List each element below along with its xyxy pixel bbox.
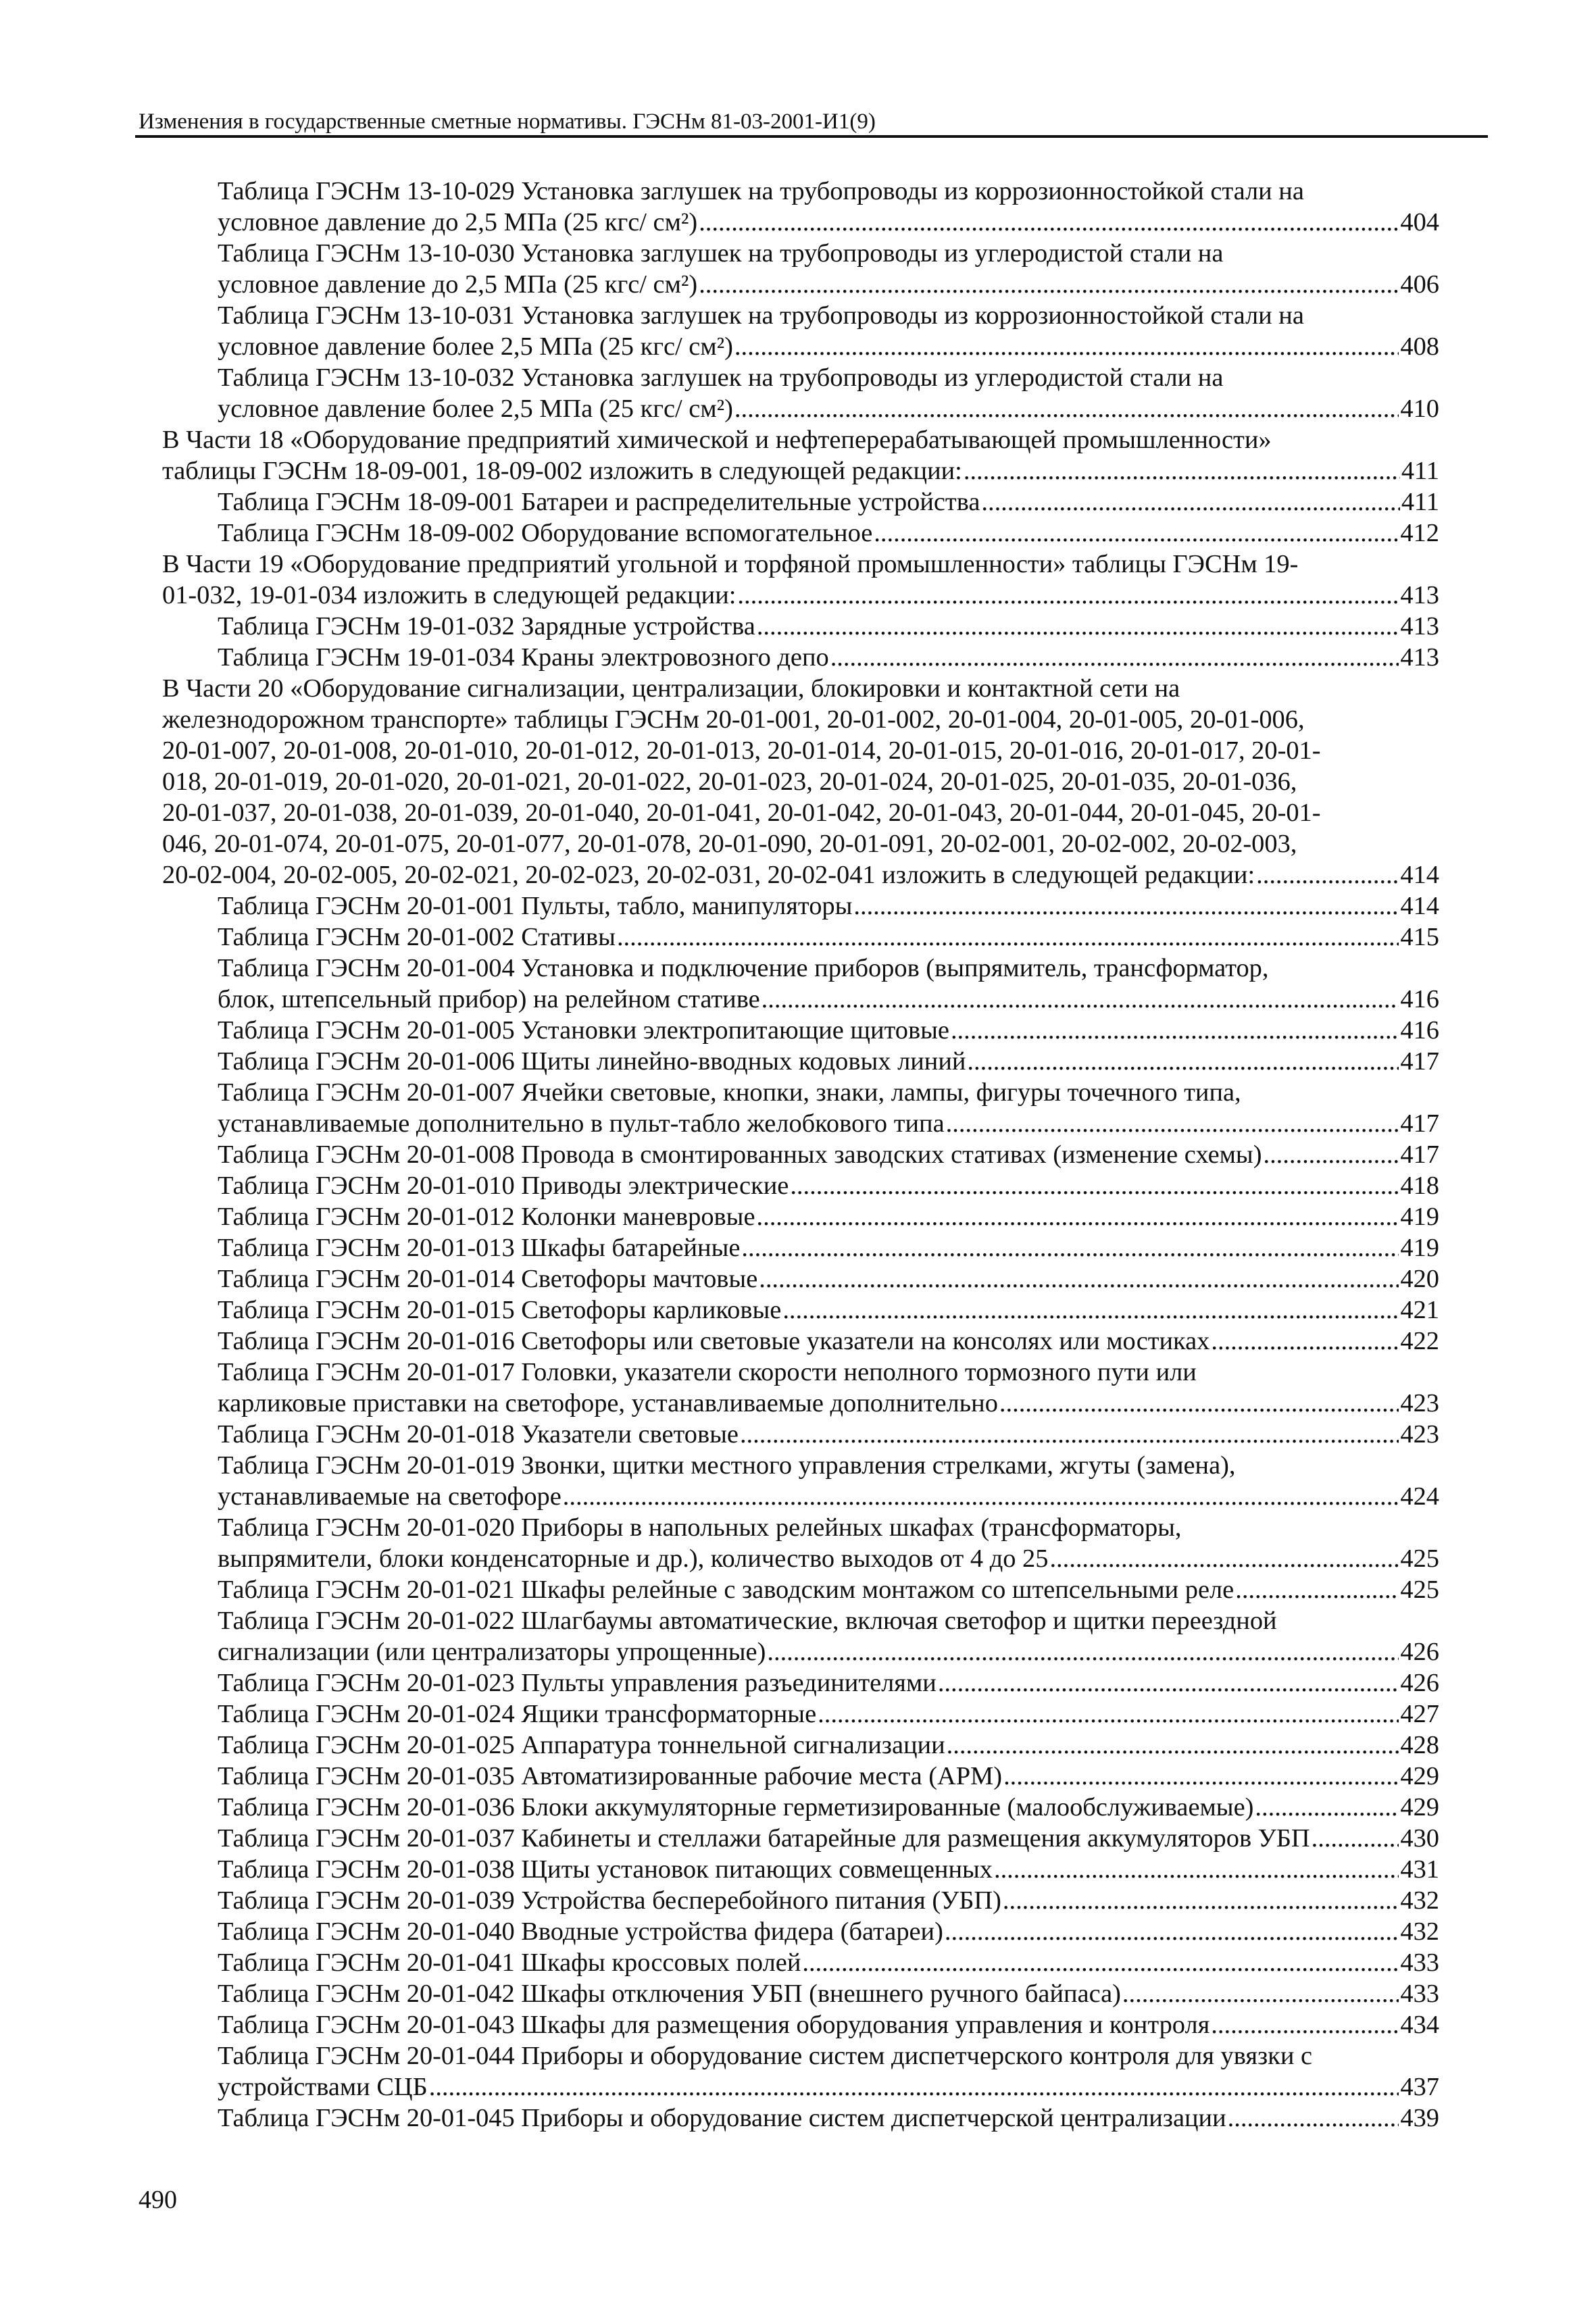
- dot-leader: [994, 1854, 1399, 1885]
- toc-entry: [162, 1512, 1439, 1574]
- toc-page-ref: 426: [1400, 1669, 1439, 1697]
- dot-leader: [938, 1667, 1399, 1699]
- toc-entry-text: 20-01-007, 20-01-008, 20-01-010, 20-01-012, 20-01-013, 20-01-014, 20-01-015, 20-01-016, 20-01-017, 20-01-: [162, 736, 1321, 765]
- toc-page-ref: 425: [1400, 1576, 1439, 1604]
- toc-entry-text: Таблица ГЭСНм 20-01-039 Устройства бесперебойного питания (УБП): [218, 1886, 1001, 1915]
- toc-page-ref: 432: [1400, 1886, 1439, 1915]
- dot-leader: [981, 486, 1399, 518]
- running-header: Изменения в государственные сметные нормативы. ГЭСНм 81-03-2001-И1(9): [139, 109, 876, 134]
- toc-entry: [162, 1077, 1439, 1139]
- dot-leader: [617, 922, 1399, 953]
- dot-leader: [737, 580, 1399, 611]
- toc-entry-text: условное давление более 2,5 МПа (25 кгс/ см²): [218, 332, 733, 361]
- dot-leader: [790, 1170, 1399, 1201]
- toc-page-ref: 434: [1400, 2011, 1439, 2039]
- toc-entry-text: Таблица ГЭСНм 20-01-022 Шлагбаумы автоматические, включая светофор и щитки переездной: [218, 1607, 1277, 1635]
- toc-page-ref: 433: [1400, 1948, 1439, 1977]
- toc-entry-text: Таблица ГЭСНм 20-01-001 Пульты, табло, манипуляторы: [218, 892, 853, 920]
- toc-entry-text: Таблица ГЭСНм 20-01-038 Щиты установок питающих совмещенных: [218, 1855, 993, 1884]
- toc-entry-text: Таблица ГЭСНм 20-01-017 Головки, указатели скорости неполного тормозного пути или: [218, 1358, 1197, 1386]
- toc-entry-text: устанавливаемые на светофоре: [218, 1482, 562, 1511]
- toc-entry: [162, 1574, 1439, 1605]
- toc-entry-text: Таблица ГЭСНм 13-10-031 Установка заглушек на трубопроводы из коррозионностойкой стали на: [218, 301, 1304, 330]
- toc-entry-text: 046, 20-01-074, 20-01-075, 20-01-077, 20-01-078, 20-01-090, 20-01-091, 20-02-001, 20-02-002, 20-02-003,: [162, 830, 1297, 858]
- toc-entry: [162, 1792, 1439, 1823]
- toc-page-ref: 418: [1400, 1172, 1439, 1200]
- toc-entry-text: Таблица ГЭСНм 19-01-032 Зарядные устройства: [218, 612, 755, 640]
- toc-entry-text: Таблица ГЭСНм 18-09-001 Батареи и распределительные устройства: [218, 488, 980, 516]
- toc-entry: [162, 238, 1439, 300]
- toc-page-ref: 426: [1400, 1638, 1439, 1666]
- toc-page-ref: 419: [1400, 1203, 1439, 1231]
- toc-entry-text: Таблица ГЭСНм 20-01-037 Кабинеты и стеллажи батарейные для размещения аккумуляторов УБП: [218, 1824, 1310, 1853]
- dot-leader: [1049, 1543, 1399, 1574]
- dot-leader: [999, 1388, 1399, 1419]
- toc-entry-text: Таблица ГЭСНм 20-01-024 Ящики трансформаторные: [218, 1700, 817, 1728]
- dot-leader: [853, 890, 1399, 922]
- toc-entry-text: Таблица ГЭСНм 20-01-005 Установки электропитающие щитовые: [218, 1016, 949, 1045]
- toc-page-ref: 411: [1401, 457, 1439, 485]
- toc-entry-text: Таблица ГЭСНм 20-01-035 Автоматизированные рабочие места (АРМ): [218, 1762, 1003, 1790]
- toc-entry: [162, 486, 1439, 518]
- toc-entry: [162, 1139, 1439, 1170]
- toc-entry-text: Таблица ГЭСНм 20-01-013 Шкафы батарейные: [218, 1234, 741, 1262]
- toc-entry-text: 20-02-004, 20-02-005, 20-02-021, 20-02-023, 20-02-031, 20-02-041 изложить в следующей редакции:: [162, 861, 1255, 889]
- toc-entry-text: Таблица ГЭСНм 20-01-002 Стативы: [218, 923, 616, 951]
- toc-page-ref: 408: [1400, 332, 1439, 361]
- toc-entry-text: 20-01-037, 20-01-038, 20-01-039, 20-01-040, 20-01-041, 20-01-042, 20-01-043, 20-01-044, 20-01-045, 20-01-: [162, 799, 1321, 827]
- dot-leader: [734, 331, 1399, 362]
- dot-leader: [1235, 1574, 1399, 1605]
- dot-leader: [1003, 1885, 1399, 1916]
- toc-page-ref: 413: [1400, 643, 1439, 672]
- toc-page-ref: 417: [1400, 1140, 1439, 1169]
- toc-entry: [162, 922, 1439, 953]
- toc-entry-text: Таблица ГЭСНм 20-01-006 Щиты линейно-вводных кодовых линий: [218, 1047, 966, 1076]
- dot-leader: [1003, 1761, 1399, 1792]
- dot-leader: [802, 1947, 1399, 1978]
- toc-entry: [162, 1450, 1439, 1512]
- toc-entry: [162, 1730, 1439, 1761]
- toc-page-ref: 416: [1400, 985, 1439, 1013]
- toc-entry-text: Таблица ГЭСНм 13-10-032 Установка заглушек на трубопроводы из углеродистой стали на: [218, 363, 1224, 392]
- toc-entry-text: Таблица ГЭСНм 20-01-044 Приборы и оборудование систем диспетчерского контроля для увязки с: [218, 2042, 1312, 2070]
- dot-leader: [767, 1636, 1399, 1667]
- toc-page-ref: 412: [1400, 519, 1439, 547]
- toc-entry-text: Таблица ГЭСНм 13-10-030 Установка заглушек на трубопроводы из углеродистой стали на: [218, 239, 1224, 268]
- toc-entry: [162, 1854, 1439, 1885]
- toc-entry: [162, 362, 1439, 424]
- toc-entry: [162, 642, 1439, 673]
- toc-page-ref: 417: [1400, 1109, 1439, 1138]
- toc-entry: [162, 1823, 1439, 1854]
- dot-leader: [563, 1481, 1399, 1512]
- toc-entry-text: устройствами СЦБ: [218, 2073, 428, 2101]
- toc-entry-text: В Части 18 «Оборудование предприятий химической и нефтеперерабатывающей промышленности»: [162, 426, 1272, 454]
- dot-leader: [429, 2071, 1399, 2103]
- toc-page-ref: 404: [1400, 208, 1439, 236]
- dot-leader: [1256, 859, 1399, 890]
- toc-page-ref: 417: [1400, 1047, 1439, 1076]
- toc-entry-text: железнодорожном транспорте» таблицы ГЭСНм 20-01-001, 20-01-002, 20-01-004, 20-01-005, 20-01-006,: [162, 705, 1305, 734]
- toc-entry-text: 01-032, 19-01-034 изложить в следующей редакции:: [162, 581, 737, 609]
- dot-leader: [699, 207, 1399, 238]
- toc-page-ref: 414: [1400, 861, 1439, 889]
- dot-leader: [1228, 2103, 1399, 2134]
- toc-entry-text: Таблица ГЭСНм 20-01-040 Вводные устройства фидера (батареи): [218, 1917, 943, 1946]
- toc-page-ref: 430: [1400, 1824, 1439, 1853]
- toc-entry: [162, 518, 1439, 549]
- dot-leader: [1122, 1978, 1399, 2009]
- dot-leader: [741, 1232, 1399, 1263]
- toc-entry-text: 018, 20-01-019, 20-01-020, 20-01-021, 20-01-022, 20-01-023, 20-01-024, 20-01-025, 20-01-035, 20-01-036,: [162, 768, 1297, 796]
- toc-entry-text: В Части 19 «Оборудование предприятий угольной и торфяной промышленности» таблицы ГЭСНм 19-: [162, 550, 1299, 578]
- toc-page-ref: 419: [1400, 1234, 1439, 1262]
- toc-entry: [162, 300, 1439, 362]
- dot-leader: [947, 1730, 1399, 1761]
- toc-entry: [162, 1357, 1439, 1419]
- toc-entry-text: карликовые приставки на светофоре, устанавливаемые дополнительно: [218, 1389, 998, 1417]
- toc-entry-text: условное давление более 2,5 МПа (25 кгс/ см²): [218, 395, 733, 423]
- page-number: 490: [139, 2186, 177, 2214]
- toc-page-ref: 423: [1400, 1420, 1439, 1449]
- dot-leader: [1211, 2009, 1399, 2040]
- toc-page-ref: 428: [1400, 1731, 1439, 1759]
- dot-leader: [734, 393, 1399, 424]
- toc-entry: [162, 953, 1439, 1015]
- dot-leader: [699, 269, 1399, 300]
- header-rule: [135, 135, 1488, 138]
- toc-page-ref: 437: [1400, 2073, 1439, 2101]
- toc-entry-text: Таблица ГЭСНм 20-01-004 Установка и подключение приборов (выпрямитель, трансформатор,: [218, 954, 1269, 982]
- toc-entry-text: Таблица ГЭСНм 20-01-019 Звонки, щитки местного управления стрелками, жгуты (замена),: [218, 1451, 1236, 1480]
- toc-entry-text: Таблица ГЭСНм 18-09-002 Оборудование вспомогательное: [218, 519, 873, 547]
- toc-entry: [162, 673, 1439, 890]
- dot-leader: [1255, 1792, 1399, 1823]
- toc-entry: [162, 1294, 1439, 1326]
- toc-entry: [162, 1978, 1439, 2009]
- toc-entry-text: устанавливаемые дополнительно в пульт-табло желобкового типа: [218, 1109, 945, 1138]
- dot-leader: [951, 1015, 1399, 1046]
- table-of-contents: [162, 176, 1439, 2134]
- dot-leader: [759, 1263, 1399, 1294]
- toc-page-ref: 420: [1400, 1265, 1439, 1293]
- toc-entry: [162, 1015, 1439, 1046]
- toc-entry-text: условное давление до 2,5 МПа (25 кгс/ см²): [218, 270, 698, 299]
- toc-page-ref: 413: [1400, 612, 1439, 640]
- toc-page-ref: 410: [1400, 395, 1439, 423]
- toc-entry: [162, 176, 1439, 238]
- toc-entry: [162, 549, 1439, 611]
- toc-entry: [162, 2103, 1439, 2134]
- toc-page-ref: 406: [1400, 270, 1439, 299]
- toc-entry-text: Таблица ГЭСНм 20-01-023 Пульты управления разъединителями: [218, 1669, 937, 1697]
- toc-entry-text: Таблица ГЭСНм 20-01-010 Приводы электрические: [218, 1172, 789, 1200]
- toc-entry-text: сигнализации (или централизаторы упрощенные): [218, 1638, 766, 1666]
- toc-page-ref: 439: [1400, 2104, 1439, 2132]
- toc-entry-text: условное давление до 2,5 МПа (25 кгс/ см²): [218, 208, 698, 236]
- toc-entry: [162, 2009, 1439, 2040]
- dot-leader: [757, 611, 1399, 642]
- toc-entry: [162, 2040, 1439, 2103]
- dot-leader: [1211, 1326, 1399, 1357]
- toc-entry: [162, 1170, 1439, 1201]
- dot-leader: [740, 1419, 1399, 1450]
- toc-entry-text: Таблица ГЭСНм 20-01-025 Аппаратура тоннельной сигнализации: [218, 1731, 945, 1759]
- toc-page-ref: 429: [1400, 1793, 1439, 1821]
- toc-entry: [162, 611, 1439, 642]
- toc-entry-text: Таблица ГЭСНм 20-01-014 Светофоры мачтовые: [218, 1265, 758, 1293]
- toc-entry: [162, 1046, 1439, 1077]
- toc-entry: [162, 1605, 1439, 1667]
- toc-page-ref: 432: [1400, 1917, 1439, 1946]
- toc-entry-text: Таблица ГЭСНм 20-01-043 Шкафы для размещения оборудования управления и контроля: [218, 2011, 1210, 2039]
- toc-entry-text: В Части 20 «Оборудование сигнализации, централизации, блокировки и контактной сети на: [162, 674, 1180, 703]
- toc-entry-text: выпрямители, блоки конденсаторные и др.), количество выходов от 4 до 25: [218, 1544, 1049, 1573]
- toc-page-ref: 421: [1400, 1296, 1439, 1324]
- dot-leader: [1263, 1139, 1399, 1170]
- toc-entry-text: Таблица ГЭСНм 20-01-021 Шкафы релейные с заводским монтажом со штепсельными реле: [218, 1576, 1235, 1604]
- toc-entry-text: таблицы ГЭСНм 18-09-001, 18-09-002 изложить в следующей редакции:: [162, 457, 962, 485]
- toc-entry: [162, 1916, 1439, 1947]
- toc-page-ref: 433: [1400, 1980, 1439, 2008]
- toc-entry: [162, 1263, 1439, 1294]
- toc-entry-text: Таблица ГЭСНм 20-01-020 Приборы в напольных релейных шкафах (трансформаторы,: [218, 1513, 1182, 1542]
- toc-entry: [162, 1419, 1439, 1450]
- toc-entry: [162, 1201, 1439, 1232]
- toc-page-ref: 425: [1400, 1544, 1439, 1573]
- toc-entry: [162, 1232, 1439, 1263]
- toc-entry: [162, 424, 1439, 486]
- dot-leader: [946, 1108, 1399, 1139]
- dot-leader: [762, 984, 1399, 1015]
- toc-entry-text: Таблица ГЭСНм 20-01-041 Шкафы кроссовых полей: [218, 1948, 801, 1977]
- dot-leader: [945, 1916, 1399, 1947]
- dot-leader: [967, 1046, 1399, 1077]
- dot-leader: [818, 1699, 1399, 1730]
- toc-entry: [162, 1947, 1439, 1978]
- toc-page-ref: 411: [1401, 488, 1439, 516]
- toc-entry-text: Таблица ГЭСНм 20-01-007 Ячейки световые, кнопки, знаки, лампы, фигуры точечного типа,: [218, 1078, 1241, 1107]
- toc-page-ref: 414: [1400, 892, 1439, 920]
- toc-page-ref: 422: [1400, 1327, 1439, 1355]
- toc-entry-text: Таблица ГЭСНм 20-01-016 Светофоры или световые указатели на консолях или мостиках: [218, 1327, 1210, 1355]
- toc-entry: [162, 1699, 1439, 1730]
- toc-entry-text: Таблица ГЭСНм 20-01-008 Провода в смонтированных заводских стативах (изменение схемы): [218, 1140, 1262, 1169]
- dot-leader: [1312, 1823, 1399, 1854]
- toc-page-ref: 424: [1400, 1482, 1439, 1511]
- toc-entry: [162, 1667, 1439, 1699]
- toc-entry: [162, 1326, 1439, 1357]
- toc-entry-text: Таблица ГЭСНм 20-01-042 Шкафы отключения УБП (внешнего ручного байпаса): [218, 1980, 1121, 2008]
- toc-entry: [162, 1761, 1439, 1792]
- toc-entry: [162, 1885, 1439, 1916]
- toc-entry-text: Таблица ГЭСНм 20-01-018 Указатели световые: [218, 1420, 739, 1449]
- toc-page-ref: 413: [1400, 581, 1439, 609]
- toc-entry-text: Таблица ГЭСНм 20-01-045 Приборы и оборудование систем диспетчерской централизации: [218, 2104, 1226, 2132]
- toc-entry-text: блок, штепсельный прибор) на релейном стативе: [218, 985, 760, 1013]
- dot-leader: [830, 642, 1399, 673]
- dot-leader: [964, 455, 1400, 486]
- dot-leader: [874, 518, 1399, 549]
- toc-entry: [162, 890, 1439, 922]
- toc-entry-text: Таблица ГЭСНм 20-01-015 Светофоры карликовые: [218, 1296, 782, 1324]
- toc-entry-text: Таблица ГЭСНм 13-10-029 Установка заглушек на трубопроводы из коррозионностойкой стали на: [218, 177, 1304, 205]
- toc-entry-text: Таблица ГЭСНм 20-01-036 Блоки аккумуляторные герметизированные (малообслуживаемые): [218, 1793, 1254, 1821]
- toc-page-ref: 429: [1400, 1762, 1439, 1790]
- toc-entry-text: Таблица ГЭСНм 19-01-034 Краны электровозного депо: [218, 643, 829, 672]
- toc-page-ref: 415: [1400, 923, 1439, 951]
- toc-page-ref: 423: [1400, 1389, 1439, 1417]
- toc-page-ref: 416: [1400, 1016, 1439, 1045]
- dot-leader: [782, 1294, 1399, 1326]
- toc-entry-text: Таблица ГЭСНм 20-01-012 Колонки маневровые: [218, 1203, 755, 1231]
- toc-page-ref: 431: [1400, 1855, 1439, 1884]
- dot-leader: [757, 1201, 1399, 1232]
- toc-page-ref: 427: [1400, 1700, 1439, 1728]
